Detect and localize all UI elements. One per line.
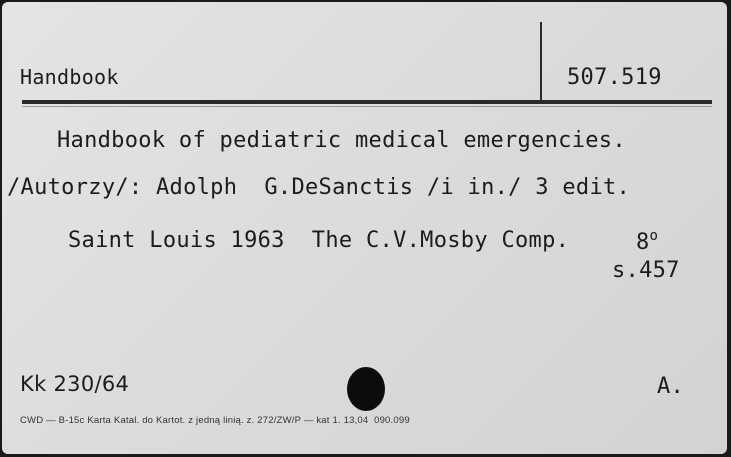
imprint-line: Saint Louis 1963 The C.V.Mosby Comp. bbox=[68, 228, 570, 253]
header-label: Handbook bbox=[20, 65, 119, 89]
author-line: /Autorzy/: Adolph G.DeSanctis /i in./ 3 edit. bbox=[7, 175, 631, 200]
title-line: Handbook of pediatric medical emergencies. bbox=[57, 128, 626, 153]
format-number: 8 bbox=[636, 230, 650, 255]
shelf-mark: Kk 230/64 bbox=[20, 372, 130, 396]
punch-hole bbox=[347, 367, 385, 411]
format-size bbox=[636, 228, 658, 255]
header-rule-thin bbox=[22, 106, 712, 107]
call-number: 507.519 bbox=[567, 65, 662, 90]
section-letter: A. bbox=[657, 374, 685, 399]
vertical-rule bbox=[540, 22, 542, 104]
header-rule bbox=[22, 100, 712, 104]
catalog-card bbox=[2, 2, 727, 454]
page-count: s.457 bbox=[612, 258, 680, 283]
printer-footer: CWD — B-15c Karta Katal. do Kartot. z jedną linią. z. 272/ZW/P — kat 1. 13,04 090.099 bbox=[20, 415, 410, 426]
format-superscript: o bbox=[649, 228, 659, 244]
